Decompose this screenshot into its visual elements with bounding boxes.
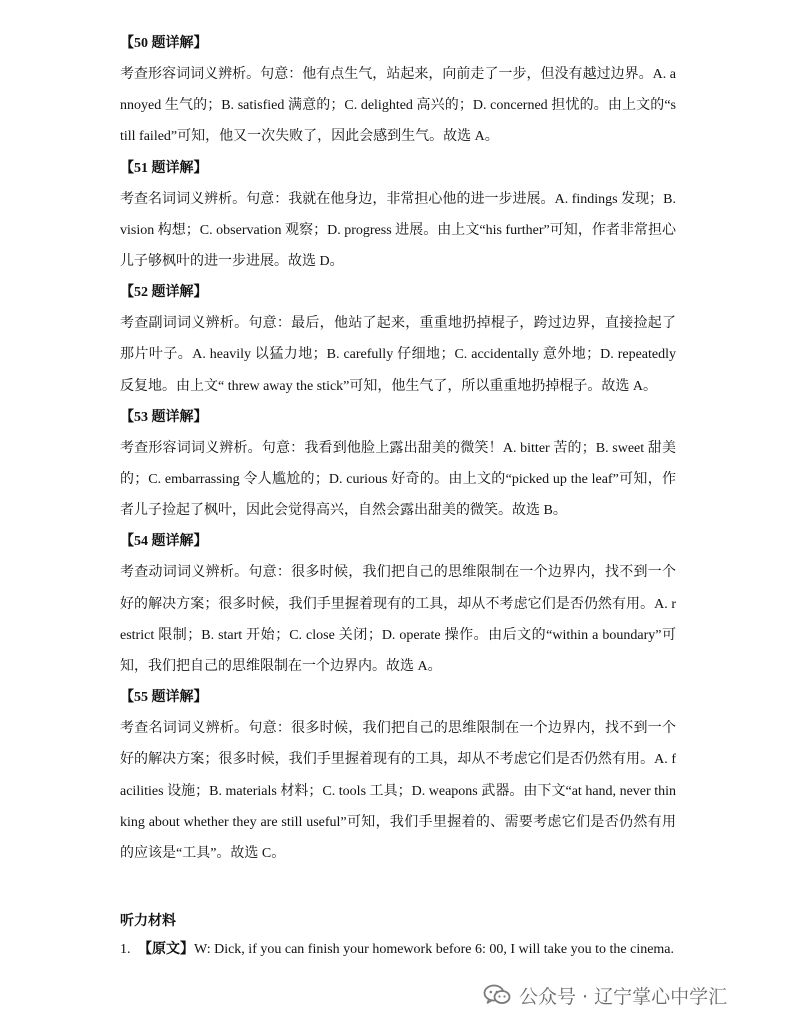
listening-item-number: 1. xyxy=(120,942,131,957)
explanation-section xyxy=(120,682,676,869)
watermark-text: 公众号 · 辽宁掌心中学汇 xyxy=(519,985,728,1008)
explanation-section xyxy=(120,526,676,682)
section-body: 考查名词词义辨析。句意：我就在他身边，非常担心他的进一步进展。A. findings 发现；B. vision 构想；C. observation 观察；D. progress 进展。由上文“his further”可知，作者非常担心儿子够枫叶的进一步进展。故选 D。 xyxy=(120,191,676,270)
section-heading: 【52 题详解】 xyxy=(120,285,208,301)
listening-item-text: W: Dick, if you can finish your homework before 6: 00, I will take you to the cinema. xyxy=(194,942,675,957)
explanation-section xyxy=(120,153,676,278)
section-body: 考查副词词义辨析。句意：最后，他站了起来，重重地扔掉棍子，跨过边界，直接捡起了那片叶子。A. heavily 以猛力地；B. carefully 仔细地；C. accidentally 意外地；D. repeatedly 反复地。由上文“ threw away the stick”可知，他生气了，所以重重地扔掉棍子。故选 A。 xyxy=(120,316,676,394)
section-heading: 【51 题详解】 xyxy=(120,160,208,176)
wechat-official-account-icon xyxy=(483,983,511,1007)
section-body: 考查形容词词义辨析。句意：我看到他脸上露出甜美的微笑！A. bitter 苦的；B. sweet 甜美的；C. embarrassing 令人尴尬的；D. curious 好奇的。由上文的“picked up the leaf”可知，作者儿子捡起了枫叶，因此会觉得高兴，自然会露出甜美的微笑。故选 B。 xyxy=(120,440,676,519)
explanation-section xyxy=(120,28,676,153)
explanation-section xyxy=(120,277,676,402)
listening-item-tag: 【原文】 xyxy=(138,942,194,957)
section-body: 考查动词词义辨析。句意：很多时候，我们把自己的思维限制在一个边界内，找不到一个好的解决方案；很多时候，我们手里握着现有的工具，却从不考虑它们是否仍然有用。A. restrict 限制；B. start 开始；C. close 关闭；D. operate 操作。由后文的“within a boundary”可知，我们把自己的思维限制在一个边界内。故选 A。 xyxy=(120,565,676,675)
watermark xyxy=(483,980,727,1010)
section-heading: 【54 题详解】 xyxy=(120,534,208,550)
section-body: 考查名词词义辨析。句意：很多时候，我们把自己的思维限制在一个边界内，找不到一个好的解决方案；很多时候，我们手里握着现有的工具，却从不考虑它们是否仍然有用。A. facilities 设施；B. materials 材料；C. tools 工具；D. weapons 武器。由下文“at hand, never thinking about whether they are still useful”可知，我们手里握着的、需要考虑它们是否仍然有用的应该是“工具”。故选 C。 xyxy=(120,721,676,862)
section-heading: 【55 题详解】 xyxy=(120,690,208,706)
explanations xyxy=(120,28,676,869)
explanation-section xyxy=(120,402,676,527)
section-heading: 【53 题详解】 xyxy=(120,409,208,425)
listening-title: 听力材料 xyxy=(120,914,176,929)
listening-item xyxy=(120,937,680,963)
section-body: 考查形容词词义辨析。句意：他有点生气，站起来，向前走了一步，但没有越过边界。A. annoyed 生气的；B. satisfied 满意的；C. delighted 高兴的；D. concerned 担忧的。由上文的“still failed”可知，他又一次失败了，因此会感到生气。故选 A。 xyxy=(120,67,676,145)
section-heading: 【50 题详解】 xyxy=(120,36,208,51)
